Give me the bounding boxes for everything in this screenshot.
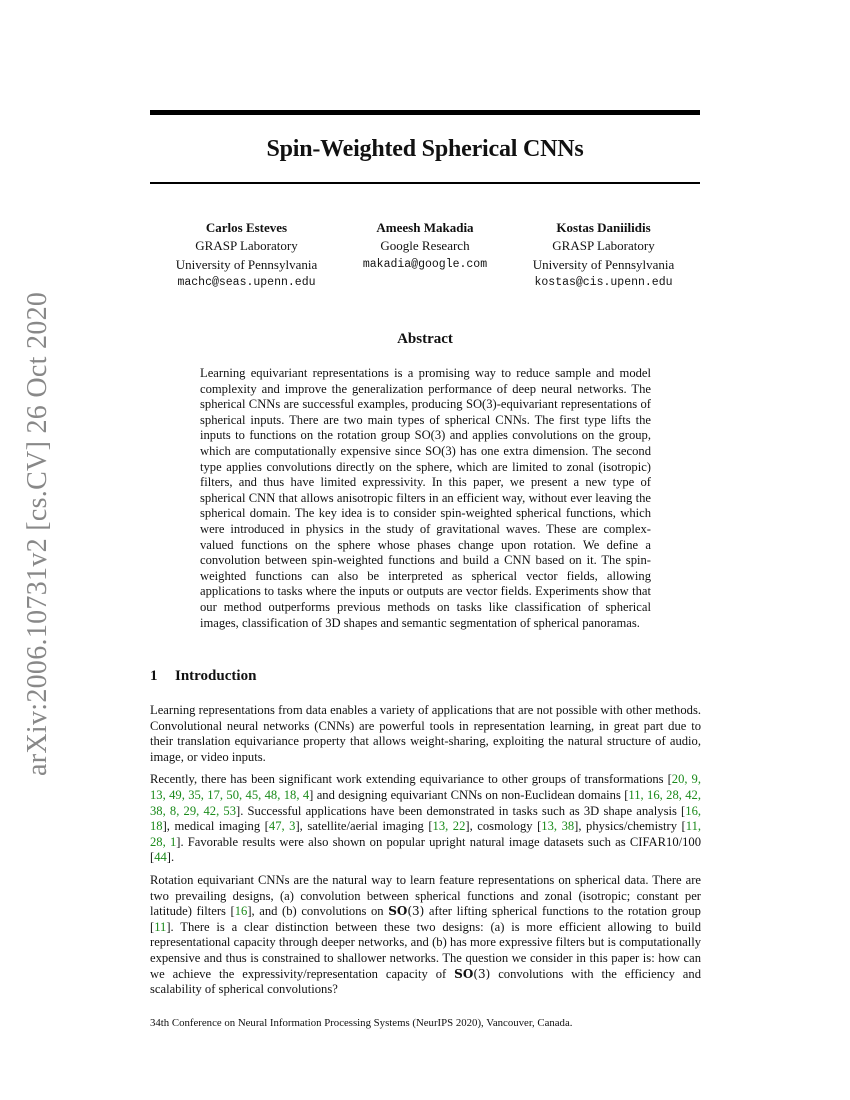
author-block xyxy=(150,219,700,292)
paper-title: Spin-Weighted Spherical CNNs xyxy=(266,136,584,162)
introduction-body xyxy=(150,703,701,1005)
text: convolutions with the efficiency and scalability of spherical convolutions? xyxy=(150,966,701,997)
author-1 xyxy=(150,219,343,292)
author-email[interactable]: kostas@cis.upenn.edu xyxy=(534,275,673,289)
text: after lifting spherical functions to the rotation group [ xyxy=(150,904,701,934)
citation-link[interactable]: 11, 16, 28, 42, 38, 8, 29, 42, 53 xyxy=(150,787,702,818)
citation-link[interactable]: 44 xyxy=(154,850,167,865)
citation-link[interactable]: 20, 9, 13, 49, 35, 17, 50, 45, 48, 18, 4 xyxy=(150,772,702,802)
text: ], medical imaging [ xyxy=(162,819,269,834)
math-so3: SO(3) xyxy=(454,966,491,981)
arxiv-identifier: arXiv:2006.10731v2 [cs.CV] 26 Oct 2020 xyxy=(22,291,53,776)
citation-link[interactable]: 11, 28, 1 xyxy=(150,819,702,849)
author-2 xyxy=(343,219,507,292)
abstract-heading: Abstract xyxy=(397,331,453,347)
text: ]. There is a clear distinction between these two designs: (a) is more efficient allowing to build representational capacity through deeper networks, and (b) has more expressive filters but is computationally expensive and thus is constrained to shallower networks. The question we consider in this paper is: how can we achieve the expressivity/representation capacity of xyxy=(150,919,701,981)
author-name: Ameesh Makadia xyxy=(376,220,474,235)
citation-link[interactable]: 47, 3 xyxy=(268,819,296,834)
author-email[interactable]: makadia@google.com xyxy=(362,257,488,271)
text: ], physics/chemistry [ xyxy=(574,819,686,834)
citation-link[interactable]: 13, 38 xyxy=(541,819,575,834)
author-institution: University of Pennsylvania xyxy=(532,256,675,272)
text: ], satellite/aerial imaging [ xyxy=(295,819,433,834)
text: Recently, there has been significant work extending equivariance to other groups of transformations [ xyxy=(150,772,672,787)
text: ]. xyxy=(166,850,175,865)
text: ], cosmology [ xyxy=(465,819,542,834)
text: ]. Favorable results were also shown on popular upright natural image datasets such as CIFAR10/100 [ xyxy=(150,834,702,865)
citation-link[interactable]: 16, 18 xyxy=(150,803,702,834)
author-affiliation: GRASP Laboratory xyxy=(552,238,655,254)
citation-link[interactable]: 11 xyxy=(154,919,167,934)
paragraph-1: Learning representations from data enables a variety of applications that are not possible with other methods. Convolutional neural networks (CNNs) are powerful tools in representation learning, in great part due to their translation equivariance property that allows weight-sharing, exploiting the natural structure of audio, image, or video inputs. xyxy=(150,703,701,764)
author-affiliation: Google Research xyxy=(380,238,470,254)
author-name: Kostas Daniilidis xyxy=(556,220,651,235)
title-rule xyxy=(150,182,700,184)
top-rule xyxy=(150,110,700,115)
paragraph-3 xyxy=(150,873,701,998)
citation-link[interactable]: 16 xyxy=(234,904,248,919)
section-number: 1 xyxy=(150,668,158,684)
paragraph-2 xyxy=(150,772,701,866)
citation-link[interactable]: 13, 22 xyxy=(432,819,466,834)
author-name: Carlos Esteves xyxy=(205,220,288,235)
abstract-text: Learning equivariant representations is a promising way to reduce sample and model complexity and improve the generalization performance of deep neural networks. The spherical CNNs are successful examples, producing SO(3)-equivariant representations of spherical inputs. There are two main types of spherical CNNs. The first type lifts the inputs to functions on the rotation group SO(3) and applies convolutions on the group, which are computationally expensive since SO(3) has one extra dimension. The second type applies convolutions directly on the sphere, which are limited to zonal (isotropic) filters, and thus have limited expressivity. In this paper, we present a new type of spherical CNN that allows anisotropic filters in an efficient way, without ever leaving the spherical domain. The key idea is to consider spin-weighted spherical functions, which were introduced in physics in the study of gravitational waves. These are complex-valued functions on the sphere whose phases change upon rotation. We define a convolution between spin-weighted functions and build a CNN based on it. The spin-weighted functions can also be interpreted as spherical vector fields, allowing applications to tasks where the inputs or outputs are vector fields. Experiments show that our method outperforms previous methods on tasks like classification of spherical images, classification of 3D shapes and semantic segmentation of spherical panoramas. xyxy=(200,366,651,630)
text: Rotation equivariant CNNs are the natural way to learn feature representations on spherical data. There are two prevailing designs, (a) convolution between spherical functions and zonal (isotropic; constant per latitude) filters [ xyxy=(150,872,701,919)
author-email[interactable]: machc@seas.upenn.edu xyxy=(177,275,316,289)
section-title: Introduction xyxy=(175,668,257,684)
section-heading xyxy=(150,668,256,685)
author-affiliation: GRASP Laboratory xyxy=(195,238,298,254)
text: ] and designing equivariant CNNs on non-Euclidean domains [ xyxy=(309,787,629,802)
text: ], and (b) convolutions on xyxy=(247,904,389,919)
author-institution: University of Pennsylvania xyxy=(175,256,318,272)
text: ]. Successful applications have been demonstrated in tasks such as 3D shape analysis [ xyxy=(236,803,686,818)
author-3 xyxy=(507,219,700,292)
conference-footnote: 34th Conference on Neural Information Processing Systems (NeurIPS 2020), Vancouver, Canada. xyxy=(150,1017,573,1029)
math-so3: SO(3) xyxy=(388,904,425,919)
